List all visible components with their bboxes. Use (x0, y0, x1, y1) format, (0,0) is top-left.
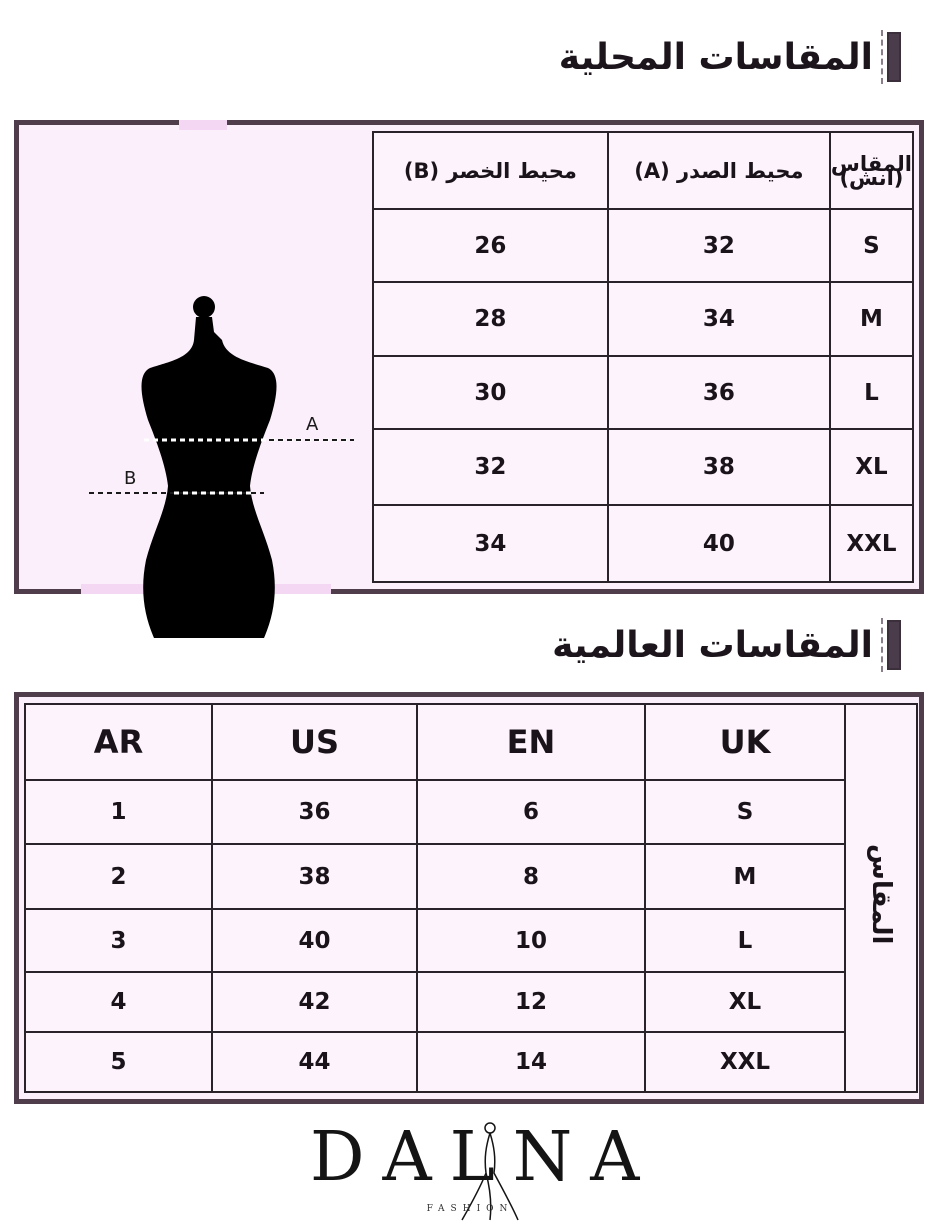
international-size-table (24, 703, 918, 1093)
local-sizes-panel (14, 120, 924, 594)
uk-value: S (645, 780, 845, 844)
size-value: M (830, 282, 913, 356)
local-sizes-header (559, 32, 901, 82)
waist-header: محيط الخصر (B) (373, 132, 608, 209)
us-value: 38 (212, 844, 417, 909)
decor-tab (179, 120, 227, 130)
uk-value: M (645, 844, 845, 909)
ar-value: 5 (25, 1032, 212, 1092)
table-row (373, 505, 913, 582)
table-header-row (25, 704, 917, 780)
international-sizes-title: المقاسات العالمية (552, 624, 873, 666)
us-value: 44 (212, 1032, 417, 1092)
table-row (25, 780, 917, 844)
size-value: XL (830, 429, 913, 505)
en-value: 6 (417, 780, 645, 844)
en-value: 8 (417, 844, 645, 909)
ar-header: AR (25, 704, 212, 780)
label-b: B (124, 468, 137, 489)
us-value: 40 (212, 909, 417, 972)
uk-header: UK (645, 704, 845, 780)
size-value: XXL (830, 505, 913, 582)
title-bar-icon (887, 620, 901, 670)
en-value: 10 (417, 909, 645, 972)
ar-value: 2 (25, 844, 212, 909)
international-sizes-panel (14, 692, 924, 1104)
waist-value: 26 (373, 209, 608, 282)
chest-value: 40 (608, 505, 830, 582)
ar-value: 4 (25, 972, 212, 1032)
mannequin-head (193, 296, 215, 318)
table-row (25, 844, 917, 909)
brand-logo (310, 1118, 658, 1223)
title-bar-icon (887, 32, 901, 82)
brand-tagline: FASHION (426, 1204, 514, 1214)
table-row (373, 356, 913, 429)
uk-value: XL (645, 972, 845, 1032)
en-header: EN (417, 704, 645, 780)
chest-value: 32 (608, 209, 830, 282)
chest-value: 36 (608, 356, 830, 429)
en-value: 14 (417, 1032, 645, 1092)
us-value: 42 (212, 972, 417, 1032)
size-value: S (830, 209, 913, 282)
mannequin-diagram (74, 290, 354, 650)
international-sizes-header (552, 620, 901, 670)
us-header: US (212, 704, 417, 780)
waist-value: 30 (373, 356, 608, 429)
size-side-label-cell (845, 704, 917, 1092)
chest-header: محيط الصدر (A) (608, 132, 830, 209)
size-header: المقاس (انش) (830, 132, 913, 209)
waist-value: 28 (373, 282, 608, 356)
local-sizes-title: المقاسات المحلية (558, 36, 873, 78)
chest-value: 34 (608, 282, 830, 356)
label-a: A (306, 414, 319, 435)
size-side-label: المقاس (866, 843, 896, 945)
waist-value: 34 (373, 505, 608, 582)
table-row (25, 972, 917, 1032)
ar-value: 1 (25, 780, 212, 844)
table-row (373, 282, 913, 356)
us-value: 36 (212, 780, 417, 844)
waist-value: 32 (373, 429, 608, 505)
uk-value: L (645, 909, 845, 972)
ar-value: 3 (25, 909, 212, 972)
uk-value: XXL (645, 1032, 845, 1092)
table-row (373, 429, 913, 505)
table-row (25, 1032, 917, 1092)
size-value: L (830, 356, 913, 429)
mannequin-body (142, 317, 277, 638)
en-value: 12 (417, 972, 645, 1032)
table-header-row (373, 132, 913, 209)
table-row (373, 209, 913, 282)
local-size-table (372, 131, 914, 583)
chest-value: 38 (608, 429, 830, 505)
brand-name: DALNA (310, 1118, 658, 1197)
table-row (25, 909, 917, 972)
